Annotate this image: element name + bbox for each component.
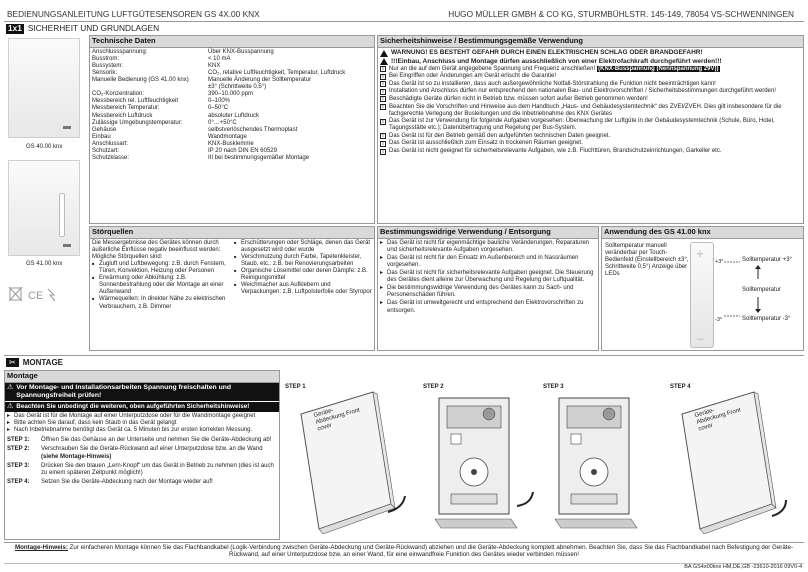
tech-row [92,113,372,120]
section-montage-heading [6,358,63,367]
step-number: STEP 1: [7,437,30,444]
safety-item-body: Das Gerät ist zur Verwendung für folgende Aufgaben vorgesehen: Überwachung der Luftgüte in der Gebäudesystemtechnik (Schule, Büro, Hotel, Tagungsstätte etc.); Datenübertragung und Regelung per Bus-System. [389,118,775,132]
interference-item-text: Erschütterungen oder Schläge, denen das Gerät ausgesetzt wird oder wurde [241,239,371,253]
minus-icon: – [697,331,705,346]
safety-item-highlight: (KNX-Busspannung (Nennspannung 29V)) [598,65,719,72]
montage-warning1 [5,383,279,401]
section-title: SICHERHEIT UND GRUNDLAGEN [27,23,160,33]
safety-item [380,96,801,103]
interference-item [92,261,230,275]
tools-icon: ✂ [6,358,19,367]
montage-title: Montage [5,371,279,383]
step-text [41,479,213,486]
gs40-caption: GS 40.00 knx [26,144,63,150]
technical-data-panel [89,35,375,224]
step-body: Öffnen Sie das Gehäuse an der Unterseite und nehmen Sie die Geräte-Abdeckung ab! [41,437,272,444]
safety-item-body: Das Gerät ist ausschließlich zum Einsatz in trockenen Räumen geeignet. [389,140,583,147]
step2-illustration [421,384,539,534]
tech-value: III bei bestimmungsgemäßer Montage [208,155,310,162]
tech-row [92,63,372,70]
safety-item-text [389,88,776,95]
info-icon: ! [380,74,386,80]
tech-row [92,77,372,84]
tech-row [92,105,372,112]
step-illustrations [283,384,803,542]
interference-intro: Die Messergebnisse des Gerätes können durch äußerliche Einflüsse negativ beeinflusst werden: Mögliche Störquellen sind: [92,239,221,260]
misuse-panel [377,226,599,351]
bullet-icon: ■ [234,268,237,274]
tech-value: Wandmontage [208,133,247,140]
interference-item-text: Wärmequellen: In direkter Nähe zu elektrischen Verbrauchern, z.B. Dimmer [99,296,226,310]
montage-step [7,479,277,486]
warning-electrician-text: !!!Einbau, Anschluss und Montage dürfen ausschließlich von einer Elektrofachkraft durchgeführt werden!!! [391,57,722,65]
tech-value: CO₂, relative Luftfeuchtigkeit, Temperatur, Luftdruck [208,70,346,77]
setpoint-mid: Solltemperatur [742,287,782,293]
tech-key: Schutzklasse: [92,155,130,162]
bullet-icon: ■ [234,282,237,288]
setpoint-minus: Solltemperatur -3° [742,316,791,322]
warning-shock-text: WARNUNG! ES BESTEHT GEFAHR DURCH EINEN ELEKTRISCHEN SCHLAG ODER BRANDGEFAHR! [391,49,703,57]
info-icon: ! [380,89,386,95]
tech-row [92,56,372,63]
bullet-icon: ■ [92,261,95,267]
safety-panel [377,35,804,224]
warning-triangle-icon: ⚠ [7,383,14,391]
tech-row [92,127,372,134]
tech-key: Messbereich rel. Luftfeuchtigkeit [92,98,179,105]
safety-item-text [389,104,801,118]
montage-bullet-text: Nach Inbetriebnahme benötigt das Gerät ca. 5 Minuten bis zur ersten korrekten Messung. [14,427,253,434]
tech-value: 390–10.000 ppm [208,91,254,98]
safety-item-text [389,133,610,140]
misuse-item [380,270,596,284]
interference-item [92,296,230,310]
step-number: STEP 4: [7,478,30,485]
tech-value: Manuelle Änderung der Solltemperatur [208,77,312,84]
tech-key: Manuelle Bedienung (GS 41.00 knx) [92,77,189,84]
interference-item [234,268,372,282]
info-icon: ! [380,133,386,139]
usage-title: Anwendung des GS 41.00 knx [602,227,803,239]
bullet-arrow-icon: ▸ [380,255,384,261]
safety-item-text [389,148,722,155]
svg-text:CE: CE [28,290,44,302]
tech-value: selbstverlöschendes Thermoplast [208,126,298,133]
gs41-device-image [8,160,80,256]
step-body: Drücken Sie den blauen „Lern-Knopf“ um das Gerät in Betrieb zu nehmen (dies ist auch zu einem späteren Zeitpunkt möglich!) [41,462,274,476]
warning-shock [380,49,801,57]
tech-key: Schutzart: [92,147,120,154]
misuse-item [380,240,596,254]
tech-value: ±3° (Schrittweite 0,5°) [208,84,267,91]
tech-value: KNX [208,63,221,69]
step-text [41,437,271,444]
step4-label: STEP 4 [670,384,691,390]
setpoint-plus: Solltemperatur +3° [742,257,792,263]
plus3-label: +3° [715,259,724,265]
safety-item-text [389,66,720,73]
bullet-arrow-icon: ▸ [380,300,384,307]
safety-item-text [389,96,648,103]
interference-panel [89,226,375,351]
section-safety-heading [6,24,159,34]
montage-note [6,544,802,559]
tech-row [92,98,372,105]
safety-item-body: Installation und Anschluss dürfen nur entsprechend den nationalen Bau- und Elektrovorschriften / Sicherheitsbestimmungen durchgeführt werden! [389,88,776,95]
safety-item-body: Bei Eingriffen oder Änderungen am Gerät erlischt die Garantie! [389,73,556,80]
safety-item [380,148,801,155]
interference-item [92,275,230,296]
misuse-item [380,255,596,269]
safety-item [380,88,801,95]
safety-item [380,133,801,140]
info-icon: ! [380,149,386,155]
company-address: HUGO MÜLLER GMBH & CO KG, STURMBÜHLSTR. 145-149, 78054 VS-SCHWENNINGEN [448,9,794,19]
tech-value: < 10 mA [208,55,231,62]
tech-row [92,84,372,91]
tech-row [92,49,372,56]
step-body: Setzen Sie die Geräte-Abdeckung nach der Montage wieder auf! [41,478,213,485]
tech-row [92,91,372,98]
step3-label: STEP 3 [543,384,564,390]
safety-item [380,104,801,118]
tech-row [92,155,372,162]
safety-item-body: Das Gerät ist nicht geeignet für sicherheitsrelevante Aufgaben, wie z.B. Fluchttüren, Brandschutzeinrichtungen, Garkeller etc. [389,148,722,155]
montage-bullet [7,427,277,434]
info-icon: ! [380,81,386,87]
tech-row [92,148,372,155]
interference-item [234,240,372,254]
bullet-arrow-icon: ▸ [380,270,384,277]
tech-key: Zulässige Umgebungstemperatur: [92,119,183,126]
tech-value: 0–100% [208,98,231,105]
interference-item [234,282,372,296]
minus3-label: -3° [715,317,723,323]
safety-item-text [389,118,801,132]
info-icon: ! [380,104,386,110]
tech-key: Gehäuse [92,126,117,133]
technical-data-title: Technische Daten [90,36,374,48]
step1-illustration [283,384,418,534]
tech-key: Anschlussspannung: [92,48,148,55]
montage-step [7,463,277,477]
section-badge: 1x1 [8,23,22,33]
montage-step [7,446,277,460]
step-number: STEP 3: [7,462,30,469]
safety-item-text [389,140,583,147]
tech-key: Bussystem: [92,63,124,69]
tech-value: absoluter Luftdruck [208,112,260,119]
montage-panel [4,370,280,540]
safety-item-text [389,81,716,88]
bullet-arrow-icon: ▸ [380,285,384,292]
info-icon: ! [380,96,386,102]
misuse-item [380,300,596,314]
plus-icon: + [696,246,704,261]
interference-item-text: Zugluft und Luftbewegung: z.B. durch Fenstern, Türen, Konvektion, Heizung oder Personen [99,261,226,275]
misuse-item-text: Das Gerät ist nicht für sicherheitsrelevante Aufgaben geeignet. Die Steuerung des Gerätes dient alleine zur Überwachung und Regelung der Luftqualität. [387,270,594,284]
info-icon: ! [380,119,386,125]
bullet-icon: ■ [92,275,95,281]
montage-bullet [7,413,277,420]
step-text [41,463,277,477]
tech-key: Messbereich Temperatur: [92,105,160,112]
montage-bullet-text: Bitte achten Sie darauf, dass kein Staub in das Gerät gelangt [14,420,177,427]
safety-item-text [389,73,556,80]
tech-key: Messbereich Luftdruck [92,112,153,119]
tech-key [92,84,208,91]
tech-key: Busstrom: [92,55,120,62]
tech-value: IP 20 nach DIN EN 60529 [208,147,277,154]
bullet-icon: ■ [234,254,237,259]
step3-illustration [541,384,659,534]
doc-title: BEDIENUNGSANLEITUNG LUFTGÜTESENSOREN GS 4X.00 KNX [7,9,260,19]
safety-item-body: Das Gerät ist so zu installieren, dass auch außergewöhnliche Notfall-Störstrahlung die Funktion nicht beeinträchtigen kann! [389,80,716,87]
usage-text: Solltemperatur manuell veränderbar per Touch-Bedienfeld (Einstellbereich ±3°, Schrittweite 0,5°) Anzeige über LEDs [605,243,689,278]
cover-label-step4: Geräte-Abdeckung Front cover [694,407,742,433]
interference-item-text: Weichmacher aus Aufklebern und Verpackungen: z.B. Luftpolsterfolie oder Styropor [241,282,372,296]
gs40-device-image [8,38,80,138]
montage-warning2 [5,402,279,412]
interference-item-text: Verschmutzung durch Farbe, Tapetenkleister, Staub, etc.: z.B. bei Renovierungsarbeiten [241,254,362,268]
safety-item-body: Nur an die auf dem Gerät angegebene Spannung und Frequenz anschließen! [389,65,596,72]
misuse-item-text: Das Gerät ist nicht für eigenmächtige bauliche Veränderungen, Reparaturen und sicherheitsrelevante Aufgaben vorgesehen. [387,239,590,253]
safety-item [380,73,801,80]
tech-value: 0°…+50°C [208,119,237,126]
info-icon: ! [380,66,386,72]
montage-warning2-text: Beachten Sie unbedingt die weiteren, oben aufgeführten Sicherheitshinweise! [16,402,250,410]
step2-label: STEP 2 [423,384,444,390]
safety-item [380,140,801,147]
tech-row [92,120,372,127]
usage-panel [601,226,804,351]
misuse-item [380,285,596,299]
touch-panel-image [690,242,714,348]
tech-value: KNX-Busklemme [208,140,254,147]
bullet-arrow-icon: ▸ [7,413,11,420]
safety-item [380,118,801,132]
step-text [41,446,277,460]
bullet-icon: ■ [234,239,237,245]
misuse-item-text: Das Gerät ist umweltgerecht und entsprechend den Elektrovorschriften zu entsorgen. [387,300,584,314]
tech-key: Anschlussart: [92,140,129,147]
safety-item-body: Beachten Sie die Vorschriften und Hinweise aus dem Handbuch „Haus- und Gebäudesystemtechnik“ des ZVEI/ZVEH. Dies gilt insbesondere für die fachgerechte Verlegung der Busleitungen und die Inbetriebnahme des KNX Gerätes [389,103,782,117]
misuse-title: Bestimmungswidrige Verwendung / Entsorgung [378,227,598,239]
tech-value: Über KNX-Busspannung [208,48,274,55]
tech-key: Sensorik: [92,70,118,77]
safety-item [380,66,801,73]
doc-code: BA GS4x00knx HM,DE,GB -23610-2016 09V0-4 [684,564,802,570]
disposal-ce-icons [8,285,58,303]
warning-electrician [380,58,801,66]
montage-note-text: Zur einfacheren Montage können Sie das Flachbandkabel (Logik-Verbindung zwischen Geräte-Abdeckung und Geräte-Rückwand) abziehen und die Geräte-Abdeckung komplett abnehmen. Beachten Sie, dass Sie das Flachbandkabel nach Befestigung der Geräte-Rückwand, auf einer Unterputzdose bzw. an einer Wand, für eine einwandfreie Funktion des Gerätes wieder verbinden müssen! [69,544,794,559]
interference-item [234,254,372,268]
montage-bullet [7,420,277,427]
step-body: Verschrauben Sie die Geräte-Rückwand auf einer Unterputzdose bzw. an die Wand [41,446,263,453]
montage-warning1-text: Vor Montage- und Installationsarbeiten Spannung freischalten und Spannungsfreiheit prüfen! [16,383,232,399]
step-bold: (siehe Montage-Hinweis) [41,453,112,460]
bullet-arrow-icon: ▸ [7,427,11,434]
interference-item-text: Organische Lösemittel oder deren Dämpfe: z.B. Reinigungsmittel [241,268,368,282]
section2-title: MONTAGE [22,358,63,367]
bullet-arrow-icon: ▸ [380,239,384,246]
cover-label: Geräte-Abdeckung Front cover [313,407,361,433]
montage-bullet-text: Das Gerät ist für die Montage auf einer Unterputzdose oder für die Wandmontage geeignet [14,413,256,420]
misuse-item-text: Das Gerät ist nicht für den Einsatz im Außenbereich und in Nassräumen vorgesehen. [387,255,579,269]
misuse-item-text: Die bestimmungswidrige Verwendung des Gerätes kann zu Sach- und Personenschäden führen. [387,285,574,299]
step-number: STEP 2: [7,446,30,453]
safety-item [380,81,801,88]
gs41-caption: GS 41.00 knx [26,261,63,267]
interference-item-text: Erwärmung oder Abkühlung: z.B. Sonnenbestrahlung oder der Montage an einer Außenwand [99,275,224,296]
setpoint-arrows [722,259,762,321]
bullet-icon: ■ [92,296,95,302]
montage-step [7,437,277,444]
tech-key: Einbau [92,133,111,140]
warning-triangle-icon: ⚠ [7,402,14,410]
step1-label: STEP 1 [285,384,306,390]
interference-title: Störquellen [90,227,374,239]
tech-row [92,141,372,148]
safety-title: Sicherheitshinweise / Bestimmungsgemäße Verwendung [378,36,803,48]
tech-key: CO₂-Konzentration: [92,91,145,98]
step4-illustration [668,384,803,534]
safety-item-body: Das Gerät ist für den Betrieb gemäß den aufgeführten technischen Daten geeignet. [389,132,611,139]
info-icon: ! [380,141,386,147]
bullet-arrow-icon: ▸ [7,420,11,427]
tech-value: 0–50°C [208,105,229,112]
montage-note-label: Montage-Hinweis: [14,544,68,551]
safety-item-body: Beschädigte Geräte dürfen nicht in Betrieb bzw. müssen sofort außer Betrieb genommen werden! [389,95,648,102]
tech-row [92,134,372,141]
